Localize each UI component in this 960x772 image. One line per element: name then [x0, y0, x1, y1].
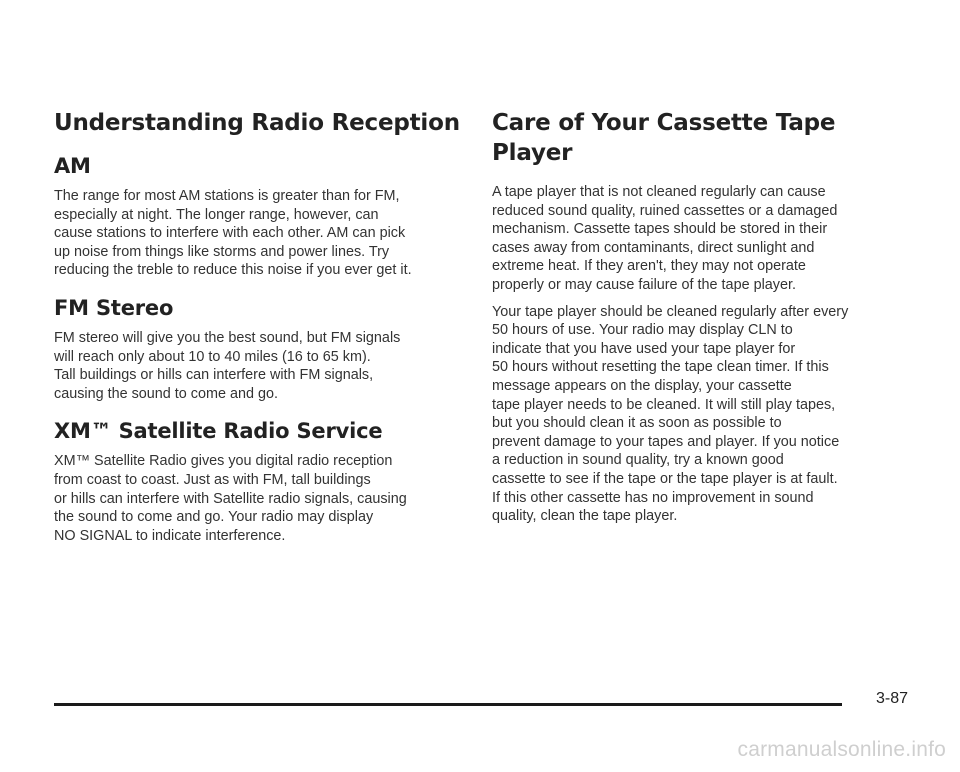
- text-line: mechanism. Cassette tapes should be stored in their: [492, 221, 828, 238]
- page-number: 3-87: [876, 690, 909, 707]
- text-line: quality, clean the tape player.: [492, 508, 678, 525]
- text-line: XM™ Satellite Radio gives you digital radio reception: [54, 453, 393, 470]
- text-line: The range for most AM stations is greater than for FM,: [54, 188, 400, 204]
- paragraph-fm: [54, 329, 469, 403]
- text-line: reducing the treble to reduce this noise if you ever get it.: [54, 262, 412, 279]
- text-line: or hills can interfere with Satellite radio signals, causing: [54, 490, 407, 507]
- watermark-text: carmanualsonline.info: [737, 738, 946, 761]
- text-line: Your tape player should be cleaned regularly after every: [492, 303, 849, 320]
- text-line: cause stations to interfere with each other. AM can pick: [54, 225, 406, 242]
- text-line: cases away from contaminants, direct sunlight and: [492, 239, 815, 256]
- text-line: up noise from things like storms and power lines. Try: [54, 243, 390, 260]
- text-line: indicate that you have used your tape player for: [492, 340, 796, 357]
- paragraph-xm: [54, 452, 469, 545]
- text-line: NO SIGNAL to indicate interference.: [54, 527, 286, 544]
- text-line: 50 hours of use. Your radio may display CLN to: [492, 322, 793, 339]
- text-line: reduced sound quality, ruined cassettes or a damaged: [492, 202, 838, 219]
- text-line: causing the sound to come and go.: [54, 385, 279, 402]
- subheading-xm-satellite: XM™ Satellite Radio Service: [54, 419, 383, 444]
- text-line: 50 hours without resetting the tape clean timer. If this: [492, 359, 829, 376]
- paragraph-am: [54, 187, 469, 280]
- subheading-am: AM: [54, 154, 91, 178]
- text-line: If this other cassette has no improvement in sound: [492, 489, 814, 506]
- footer-rule: [54, 703, 842, 706]
- text-line: extreme heat. If they aren't, they may not operate: [492, 258, 806, 275]
- text-line: the sound to come and go. Your radio may display: [54, 509, 374, 526]
- text-line: prevent damage to your tapes and player. If you notice: [492, 433, 840, 450]
- text-line: a reduction in sound quality, try a known good: [492, 452, 784, 469]
- subheading-fm-stereo: FM Stereo: [54, 295, 174, 320]
- text-line: tape player needs to be cleaned. It will still play tapes,: [492, 396, 836, 413]
- text-line: message appears on the display, your cassette: [492, 377, 792, 394]
- text-line: A tape player that is not cleaned regularly can cause: [492, 184, 826, 200]
- text-line: especially at night. The longer range, however, can: [54, 206, 379, 223]
- paragraph-cassette-cleaning: [492, 303, 922, 526]
- text-line: Tall buildings or hills can interfere with FM signals,: [54, 367, 374, 384]
- section-heading-radio-reception: Understanding Radio Reception: [54, 110, 460, 136]
- right-column: [492, 108, 922, 526]
- left-column: [54, 108, 469, 545]
- text-line: from coast to coast. Just as with FM, tall buildings: [54, 471, 371, 488]
- text-line: cassette to see if the tape or the tape player is at fault.: [492, 470, 838, 487]
- text-line: FM stereo will give you the best sound, but FM signals: [54, 329, 401, 346]
- section-heading-cassette-care: Care of Your Cassette Tape Player: [492, 110, 836, 166]
- text-line: properly or may cause failure of the tape player.: [492, 276, 796, 293]
- text-line: but you should clean it as soon as possible to: [492, 415, 782, 432]
- paragraph-cassette-storage: [492, 183, 922, 295]
- text-line: will reach only about 10 to 40 miles (16 to 65 km).: [54, 348, 371, 365]
